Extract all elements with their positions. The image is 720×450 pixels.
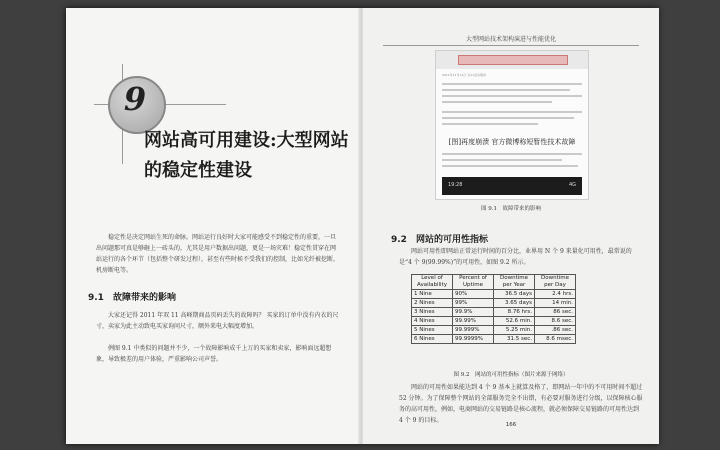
table-cell: 8.76 hrs. bbox=[494, 308, 535, 317]
table-cell: 8.6 sec. bbox=[535, 317, 576, 326]
table-cell: .86 sec. bbox=[535, 326, 576, 335]
column-header: Level of Availability bbox=[412, 275, 453, 290]
table-cell: 86 sec. bbox=[535, 308, 576, 317]
table-cell: 36.5 days bbox=[494, 290, 535, 299]
page-number: 166 bbox=[505, 422, 517, 428]
screenshot-text-line bbox=[442, 165, 578, 167]
header-rule bbox=[383, 45, 639, 46]
screenshot-text-line bbox=[442, 83, 582, 85]
screenshot-headline: [图]再度崩溃 官方微博称短暂性技术故障 bbox=[448, 138, 576, 146]
table-row bbox=[412, 299, 576, 308]
table-cell: 2 Nines bbox=[412, 299, 453, 308]
table-cell: 31.5 sec. bbox=[494, 335, 535, 344]
availability-table bbox=[411, 274, 576, 344]
screenshot-text-line bbox=[442, 95, 582, 97]
table-cell: 6 Nines bbox=[412, 335, 453, 344]
section-heading-9-1: 9.1 故障带来的影响 bbox=[88, 293, 176, 303]
screenshot-text-line bbox=[442, 111, 582, 113]
screenshot-text-line bbox=[442, 89, 570, 91]
phone-time: 19:28 bbox=[448, 182, 463, 188]
screenshot-text-line bbox=[442, 123, 538, 125]
section-9-2-paragraph-1: 网站可用性即网站正常运行时间的百分比，业界用 N 个 9 来量化可用性，最常说的是“4 个 9(99.99%)”的可用性，如图 9.2 所示。 bbox=[399, 248, 632, 266]
right-page bbox=[362, 8, 659, 444]
screenshot-alert-banner bbox=[458, 55, 568, 65]
left-page bbox=[66, 8, 362, 444]
screenshot-text-line bbox=[442, 153, 582, 155]
section-heading-9-2: 9.2 网站的可用性指标 bbox=[391, 235, 488, 245]
table-cell: 3 Nines bbox=[412, 308, 453, 317]
table-cell: 2.4 hrs. bbox=[535, 290, 576, 299]
chapter-intro-paragraph: 稳定性是决定网站生死的命脉。网站运行良好时大家可能感受不到稳定性的重要，一旦出问题那可真是够砸上一砖头的，尤其是用户数据出问题，更是一场灾难！稳定性贯穿在网站运行的各个环节（包括整个研发过程），甚至有些时候不受我们的控制，比如光纤被挖断，机房断电等。 bbox=[96, 234, 340, 274]
running-header: 大型网站技术架构演进与性能优化 bbox=[465, 36, 556, 43]
table-cell: 5.25 min. bbox=[494, 326, 535, 335]
screenshot-banner-bar bbox=[436, 51, 588, 69]
screenshot-text-line bbox=[442, 101, 552, 103]
column-header: Percent of Uptime bbox=[453, 275, 494, 290]
table-cell: 1 Nine bbox=[412, 290, 453, 299]
table-cell: 99.9% bbox=[453, 308, 494, 317]
column-header: Downtime per Day bbox=[535, 275, 576, 290]
table-cell: 5 Nines bbox=[412, 326, 453, 335]
figure-9-1-caption: 图 9.1 故障带来的影响 bbox=[481, 206, 541, 212]
screenshot-phone-status-bar bbox=[442, 177, 582, 195]
table-cell: 52.6 min. bbox=[494, 317, 535, 326]
table-cell: 99.99% bbox=[453, 317, 494, 326]
table-cell: 8.6 msec. bbox=[535, 335, 576, 344]
figure-9-1-screenshot bbox=[435, 50, 589, 200]
table-row bbox=[412, 290, 576, 299]
table-cell: 90% bbox=[453, 290, 494, 299]
table-row bbox=[412, 308, 576, 317]
table-cell: 99.9999% bbox=[453, 335, 494, 344]
chapter-number: 9 bbox=[123, 80, 147, 118]
phone-signal: 4G bbox=[568, 182, 576, 188]
screenshot-text-line bbox=[442, 117, 574, 119]
table-cell: 99% bbox=[453, 299, 494, 308]
figure-9-2-caption: 图 9.2 网站的可用性指标（图片来源于网络） bbox=[453, 372, 569, 378]
column-header: Downtime per Year bbox=[494, 275, 535, 290]
table-cell: 3.65 days bbox=[494, 299, 535, 308]
chapter-title: 网站高可用建设:大型网站的稳定性建设 bbox=[144, 130, 349, 181]
table-cell: 99.999% bbox=[453, 326, 494, 335]
table-row bbox=[412, 317, 576, 326]
section-9-1-paragraph-1: 大家还记得 2011 年双 11 高峰期商品页码丢失的故障吗？ 买家的订单中没有内衣的尺寸，卖家为此主动致电买家询问尺寸，额外来电大幅度增加。 bbox=[96, 312, 339, 330]
section-9-2-paragraph-2: 网站的可用性如果能达到 4 个 9 基本上就算及格了，即网站一年中的不可用时间不超过 52 分钟。为了保障整个网站的全部服务完全不出错，有必要对服务进行分级，以保障核心服务的高可用性，例如，电商网站的交易链路是核心流程，就必须保障交易链路的可用性达到 4 个 9 的目标。 bbox=[399, 384, 643, 424]
book-spread bbox=[66, 8, 658, 444]
screenshot-text-line bbox=[442, 159, 562, 161]
table-cell: 4 Nines bbox=[412, 317, 453, 326]
table-cell: 14 min. bbox=[535, 299, 576, 308]
table-row bbox=[412, 326, 576, 335]
screenshot-small-text: 2011年11月11日 双11活动期间 bbox=[442, 73, 487, 77]
table-header-row bbox=[412, 275, 576, 290]
section-9-1-paragraph-2: 例图 9.1 中类似的问题并不少，一个故障影响成千上万的买家和卖家，影响面远超想象，导致极差的用户体验，严重影响公司声誉。 bbox=[96, 345, 332, 363]
table-row bbox=[412, 335, 576, 344]
